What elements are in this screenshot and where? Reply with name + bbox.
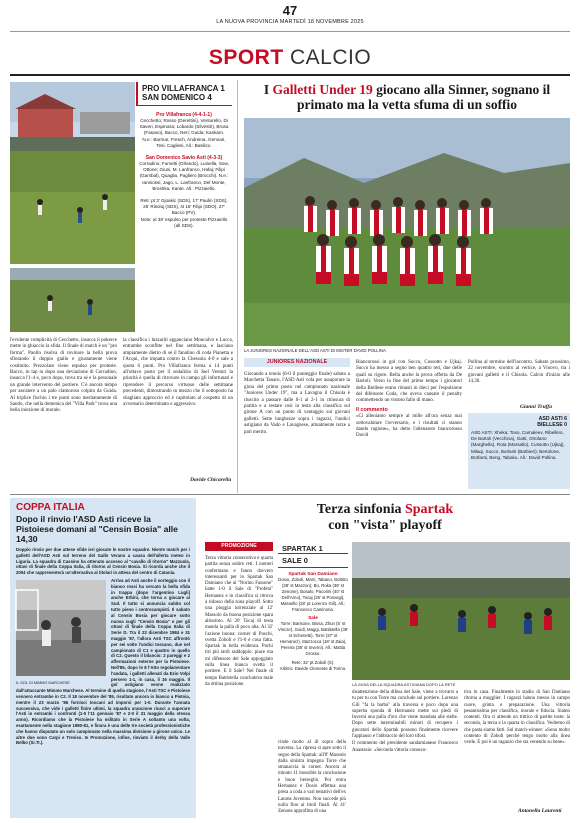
spartak-col3: disattenzione della difesa del Sale, viene a trovarsi a tu per tu con Torre ma conclude sul portiere. Lorenzo Gili "fa la barba" alla traversa e poco dopo una superba sponda di Hermanez mette sui piedi di Inverni una palla d'oro che viene mandata alle stelle. Dopo sette interminabili minuti di recupero i giocatori dello Spartak possono finalmente ricevere l'applauso e l'abbraccio del loro tifosi. Il commento del presidente sandamianese Francesco Anastasio: «Seconda vittoria consecu- [352,690,458,753]
spartak-result-box: SPARTAK 1 SALE 0 Spartak San Damiano Dosio, Zoboli, Marri, Tabano, Bottrito (28' st Mazzon); Bo, Roka (39' st Zenone), Bosalo, Pacorini (40' st Dell'Arno), Tocaj (25' st Posvegi), Massello (28' pt Lorenzo Gili). All.: Francesco Caminoria. Sale Torre; Barisone, Bissa, Zhun (5' st Vincze), Guidi, Maggi, Battistella (38' st Schenetti), Torre (37' st Hernanez), Mazzocca (18' st Zaia), Pereira (38' st Inverni). All.: Mattia Grosso. Rete: 32' pt Zoboli (S). Arbitro: Davide Clemente di Torino. [278,544,349,671]
goals: Reti: pt 3' Gjoakic (SDS), 17' Paulin (SDS), 25' Risoluj (SDS), st 18' Filipi (SDO), 27' Bacco (PV). [140,198,228,216]
page-number: 47 [282,3,298,18]
top-col3: Pollina al termine dell'incontro. Sabato prossimo, 22 novembre, scontro al vertice, a Vinovo, tra i giovani galletti e il Chisola. Calcio d'inizio alle 14,30. [468,360,570,385]
top-headline: I Galletti Under 19 giocano alla Sinner, sognano il primato ma la vetta sfuma di un soffio [263,82,551,112]
notes: Note: al 38' espulso per proteste Pizzaiello (all SDS). [140,216,228,228]
left-story-col1: l'evidente complicità di Cecchetto, insacca il pokerce mette in ghiaccio la sfida. Il finale di match è un "pro forma". Paolin risolva di rovinare la bella prova sfiorando il doppio giallo e giustamente viene costituito. Prezzolato viene espulso per proteste. Bacco, in tap in dopo una deviazione di Corradino, insacca l'1-4 e, poco dopo, trova tra sé e la personale un grande intervento del portiere. C'è ancora tempo per assistere a un palo clamoroso colpito da Guida. Al triplice fischio i tre punti sono meritatamente di Sando, che nella domenica del "Villa Park" trova una bella iniezione di morale. [10,338,117,414]
pv-team: Pro Villafranca (4-4-1-1) [156,112,212,118]
pv-lineup: Cecchetto; Rosso (Derettini), Venturello, Di Saveri, Espinosa; Lobardo (Silvestri), Brusa (Fasano), Bacco, Neri; Guida; Kankam. N.e.: Barmar, Fresch, Andreina, Gennari, Tesi. Cagliesi, All.: Basilico. [139,118,229,148]
spartak-col4: tiva in casa. Finalmente lo stadio di San Damiano ritorna a mogglier. I ragazzi hanno messo in campo cuore, grinta e preparazione. Una vittoria pesantissima per classifica, morale e fiducia. Siamo contenti. Ora ci attende un trittico di partite toste: la seconda, la terza e la quarta in classifica. Vedremo di che pasta siamo fatti. Sul match-winner: «Sono molto contento di Zoboli perché tengo molto alla linea verde. E poi è un ragazzo che sta venendo su bene». [464,690,570,746]
match-box [136,82,232,332]
juniores-kicker: JUNIORES NAZIONALE [244,358,350,367]
spartak-away-score: SALE 0 [278,554,348,568]
sd-lineup: Corradino; Fumetti (Orlando), Luinella, Sow, Ottone; Giuni, M. Lanfranco, Hafaj; Filipi (Gambal), Quaglia, Pagliero (Brocchi). N.e.: Ianniossi, Jago, L. Lanfranco, Del Monte, Broshka, Kante. All.: Pizzaiello. [139,161,229,191]
spartak-photo [352,542,570,680]
home-score: PRO VILLAFRANCA 1 [136,82,232,93]
top-col1: Giocando a tennis (6-0 il punteggio finale) sabato a Marchetta Tanaro, l'ASD Asti vola per assaporare la gioia del primo posto nel campionato nazionale "Juniores Under 19", ma a Lavagna il Chisola è riuscito a passare dalle 0-1 al 2-1 in chiusura di partita e a restare così in testa alla classifica sul girone A con un punto di vantaggio sui giovani galletti. Sette lunghezze sopra i ragazzi, l'undici astigiano da Vado e Lavagnese, attualmente terze a pari merito. [244,372,350,435]
spartak-photo-caption: LA GIOIA DELLA SQUADRA ASTIGIANA DOPO LA RETE [352,682,456,687]
spartak-headline: Terza sinfonia Spartak con "vista" playoff [316,502,454,533]
coppa-body: Arriva ad Asti anche il sorteggio con il bianco rossi ha cercato la bella sfida in trappa (dopo l'argentino Lugli) anche Erbini, che torna a giocare al Sud. Il tutto si annuncia subito col tutto pieno i centrocampisti. Il sabato al Censin Bosia per giocare sotto nuova sugli "Censin Bosia" e per gli ottavi di finale della Coppa Italia di Serie D. Tra il 23 dicembre 1984 e 31 maggio '87, l'allora Asti TSC affrontò per sei volte l'undici toscano, due nel campionato di C1 e quattro in quello di C2. Questo il bilancio: 2 pareggi e 2 affermazioni esterne per la Pistoiese. Nell'85, dopo le 8 l'Atto regolamentare l'andata, i galletti allenati da Ezio Volpi persero 1-1, in casa, il 16 maggio. Il gol astigiano venne realizzato dall'attaccante Mimmo Marchese. Al termine di quella stagione, l'Asti TSC e Pistoiese vennero entrambe in C2. Il 18 novembre del '85, risultato ancora in bianco a Pistoia, mentre il 23 marzo '86 fornisci toscani ad imporsi per 1-0. Durante l'annata successiva, che vide i galletti finire ultimi, la squadra arancione riuscì a superare l'Asti in entrambi i confronti (1-0 l'11 gennaio '87 e 2-0 il 31 maggio della stessa anno). Ricordiamo che la Pistoiese ha militato in Serie A soltanto una volta, esattamente nella stagione 1980-81, e finora è una delle tre società professionistiche che hanno disputato un solo campionato nella massima divisione a girone unico. Le altre due sono Carpi e Treviso. In Promozione, infine, rinviato il derby della Valle Belbo (Si.Tr.). [16,577,190,746]
spartak-col1: Terza vittoria consecutiva e quarta partita senza subire reti. I numeri confermano e fanno davvero interessanti per lo Spartak San Damiano che al "Norino Fassone" batte 1-0 il Sale di "Profeta" Hernanez e in classifica si ritrova a ridosso della zona playoff. Sotto una pioggia torrenziale al 12' Massolo da buona posizione spara altissimo. Al 20' Tocaj di testa manda la palla di poco alta. Al 32' l'azione buona: corner di Puschi, svetta Zoboli e l'1-0 è cosa fatta. Spartak in bella evidenza. Pochi tiri più tardi raddoppio: piace ma mi difensore del Sale appoggiato sulla linea bianca svetta il portiere. E il Sale? Nel finale di tempo Battistella concludeva male da ottima posizione. [205,556,273,687]
coppa-lead: Doppio rinvio per due attese sfide ieri giocate le nostre squadre. Niente match per i galletti dell'ASD Asti sul terreno del Gallo Verano a causa dell'allerta meteo in Liguria. La squadra di Cassino ha ottenuto accesso al "cavallo di ritorno" Mazzuola, ottavi di finale della Coppa Italia, di ritorno al Censin Bosia. Si ricorda anche che il 2004 che rappresenterà un'alternativa al titolari in attesa del centro di Catania. [16,547,190,576]
section-title: SPORT CALCIO [208,46,372,69]
coppa-kicker: COPPA ITALIA [16,502,85,513]
spartak-col2: cinde molto al di sopra della traversa. La ripresa si apre sotto il segno della Spartak: all'8' Massolo dalla sinistra impegna Torre che smanaccia in corner. Ancora al minuto 11 mossible la conclusione e buon berseglio. Poi entra Hernanez e Dosio effettua una presa a coda a vari tentativi dell'ex Laurea Juventus. Non succede più nulla fino ai titoli finali. Al 41' Zenone approfitta di una [278,740,346,815]
left-author: Davide Chicarella [190,477,232,483]
promozione-kicker: PROMOZIONE [205,542,273,551]
away-score: SAN DOMENICO 4 [136,93,232,106]
coppa-headline: Dopo il rinvio l'ASD Asti riceve la Pistoiese domani al "Censin Bosia" alle 14,30 [16,514,178,544]
paper-dateline: LA NUOVA PROVINCIA MARTEDÌ 18 NOVEMBRE 2025 [216,19,364,25]
coppa-box [10,498,196,818]
marchese-caption: IL GOL DI MIMMO MARCHESE [16,680,70,685]
left-story-col2: la classifica i luzzariti agganciano Moncalvo e Lucca, entrambe sconfitte nel fine settimana, e lasciano ampiamente dietro di sé il fanalino di coda Pianetta e l'Acqui, che impatta contro la Chessola 4-0 e sale a quota 6 punti. Pro Villafranca ferma a 14 punti all'ottavo posto per il sodalizio di Joel Venturi la priorità è quella di ritrovare in campo gli infortunati e riprendere il percorso virtuoso delle settimane precedenti, dimostrando in mezzo che il sottoposto ha sbagliato approccio ed è capitolato al cospetto di un avversario determinato e aggressivo. [123,338,233,408]
top-col2: Biancorossi in gol con Soccu, Cussotto e Ujkaj. Succo ha messo a segno ben quattro reti, due delle quali su rigore. Bella anche la prova offerta da De Bartoli. Verso la fine del primo tempo i giocatori della Biellese erano rimasti in dieci per l'espulsione del difensore Coda, che aveva causato il penalty commettendo un vistoso fallo di mano. Il commento «Ci alleniamo sempre al mille all'ora senza mai sottovalutare l'avversario, e i risultati ci stanno dando ragione», ha detto l'allenatore biancorosso David [356,360,462,439]
pitch-photo [10,268,135,332]
result-box: ASD ASTI 6 BIELLESE 0 ASD ASTI: Xheka; Toso, Camaleev, Ribellino, De Bartoli (Vecchina), Gatti, Ortolano (Marghella), Rota (Marsallo), Cussotto (Ujkaj), Milaqi, Succo, Borlanti (Barbieri); Bertolone, Borfanti, Beng, Tabaku. All.: David Pollina. [468,413,570,489]
stadium-photo [10,82,135,264]
spartak-author: Antonella Laurenti [518,808,562,814]
team-photo [244,118,570,346]
spartak-home-score: SPARTAK 1 [278,542,348,554]
sd-team: San Domenico Savio Asti (4-3-3) [145,155,223,162]
team-photo-caption: LA JUNIORES NAZIONALE DELL'ASD ASTI DI MISTER DAVID POLLINA [244,348,386,353]
marchese-photo [16,580,106,684]
top-author: Gianni Truffa [520,404,552,410]
